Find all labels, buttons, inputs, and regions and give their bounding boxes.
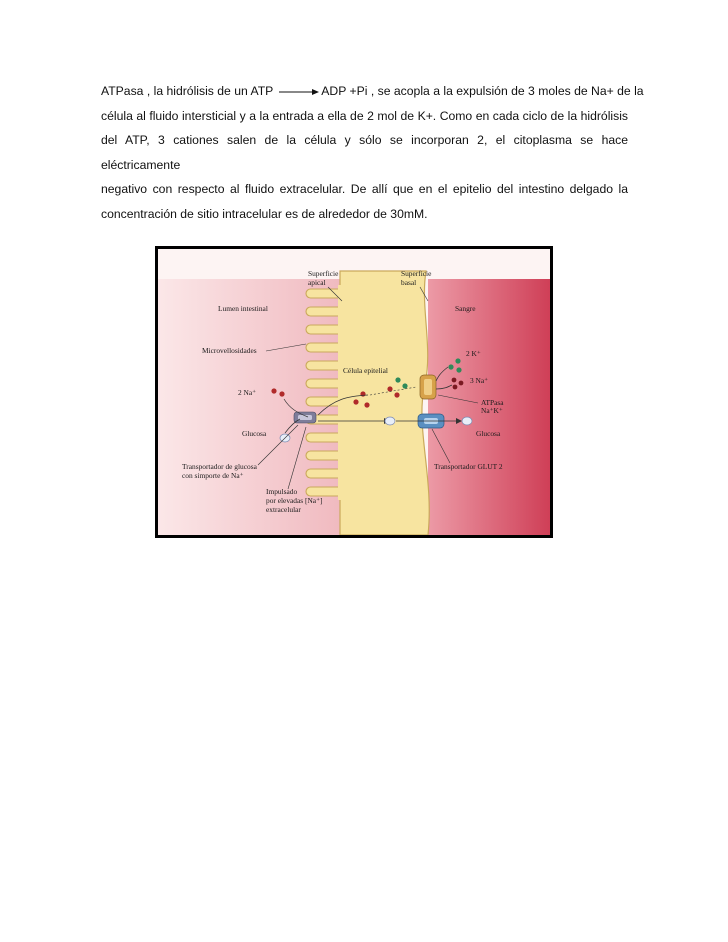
label-microvellosidades: Microvellosidades (202, 346, 257, 355)
label-celula-epitelial: Célula epitelial (343, 366, 388, 375)
epithelial-transport-figure (155, 246, 553, 538)
na-k-atpase (420, 375, 436, 399)
label-lumen: Lumen intestinal (218, 304, 268, 313)
paragraph-line-4: negativo con respecto al fluido extracelular. De allí que en el epitelio del intestino delgado la (101, 182, 628, 196)
paragraph-line-1 (101, 79, 644, 104)
label-superficie-apical-1: Superficie (308, 269, 339, 278)
sglt-transporter (294, 412, 316, 423)
figure-illustration (158, 249, 550, 535)
reaction-arrow-icon (279, 87, 319, 97)
label-impulsado-1: Impulsado (266, 487, 298, 496)
label-sangre: Sangre (455, 304, 476, 313)
label-transportador-glucosa-2: con simporte de Na⁺ (182, 471, 244, 480)
label-transportador-glucosa-1: Transportador de glucosa (182, 462, 257, 471)
glucose-cell (385, 417, 395, 425)
label-impulsado-3: extracelular (266, 505, 301, 514)
paragraph-line-3: del ATP, 3 cationes salen de la célula y sólo se incorporan 2, el citoplasma se hace eléctricamente (101, 133, 628, 172)
label-atpasa-2: Na⁺K⁺ (481, 406, 503, 415)
label-2k: 2 K⁺ (466, 349, 481, 358)
line1-text-before: ATPasa , la hidrólisis de un ATP (101, 84, 274, 98)
label-superficie-basal-2: basal (401, 278, 417, 287)
label-glucosa-right: Glucosa (476, 429, 501, 438)
glucose-blood (462, 417, 472, 425)
paragraph-line-2: célula al fluido intersticial y a la entrada a ella de 2 mol de K+. Como en cada ciclo de la hidrólisis (101, 108, 628, 123)
paragraph-line-5: concentración de sitio intracelular es de alrededor de 30mM. (101, 206, 428, 221)
line1-text-after: ADP +Pi , se acopla a la expulsión de 3 moles de Na+ de la (321, 84, 644, 98)
label-superficie-apical-2: apical (308, 278, 326, 287)
label-3na-right: 3 Na⁺ (470, 376, 489, 385)
label-impulsado-2: por elevadas [Na⁺] (266, 496, 323, 505)
cell-apical-fill (338, 285, 348, 500)
label-transportador-glut2: Transportador GLUT 2 (434, 462, 503, 471)
label-2na-left: 2 Na⁺ (238, 388, 257, 397)
body-paragraph (101, 79, 644, 226)
label-atpasa-1: ATPasa (481, 398, 504, 407)
label-superficie-basal-1: Superficie (401, 269, 432, 278)
epithelial-cell-body (340, 271, 429, 535)
label-glucosa-left: Glucosa (242, 429, 267, 438)
